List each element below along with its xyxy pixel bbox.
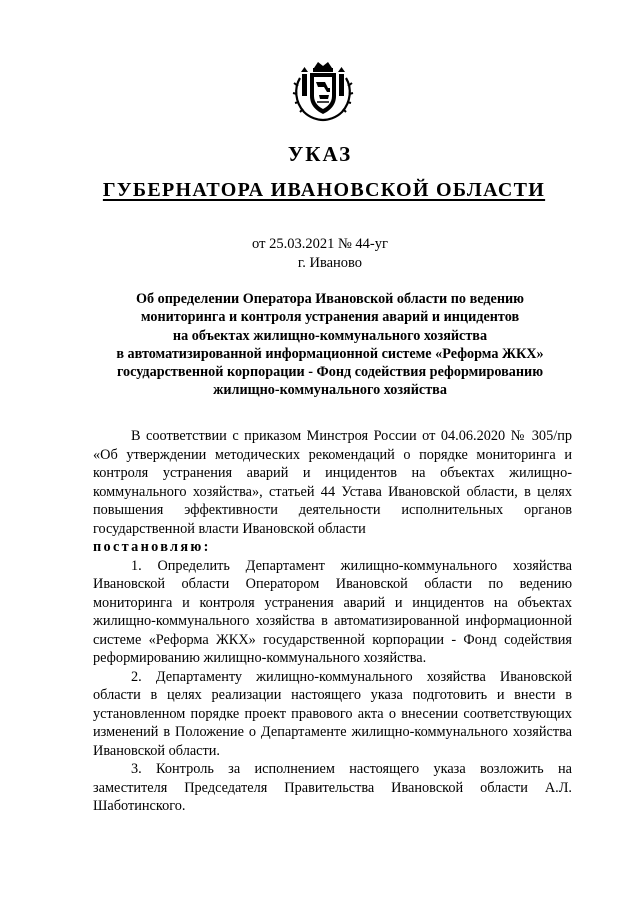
document-title: УКАЗ bbox=[287, 142, 353, 166]
document-subject bbox=[95, 290, 565, 400]
document-city: г. Иваново bbox=[297, 255, 363, 271]
subject-line: в автоматизированной информационной системе «Реформа ЖКХ» bbox=[116, 345, 544, 362]
decree-word: постановляю: bbox=[93, 539, 211, 555]
document-date-number: от 25.03.2021 № 44-уг bbox=[252, 236, 388, 252]
subject-line: жилищно-коммунального хозяйства bbox=[213, 382, 447, 399]
document-issuer-text: ГУБЕРНАТОРА ИВАНОВСКОЙ ОБЛАСТИ bbox=[102, 179, 546, 201]
preamble-paragraph: В соответствии с приказом Минстроя России от 04.06.2020 № 305/пр «Об утверждении методических рекомендаций о порядке мониторинга и контроля устранения аварий и инцидентов на объектах жилищно-коммунального хозяйства», статьей 44 Устава Ивановской области, в целях повышения эффективности деятельности исполнительных органов государственной власти Ивановской области bbox=[93, 428, 572, 537]
subject-line: на объектах жилищно-коммунального хозяйства bbox=[172, 327, 488, 344]
item-paragraph: 2. Департаменту жилищно-коммунального хозяйства Ивановской области в целях реализации настоящего указа подготовить и внести в установленном порядке проект правового акта о внесении соответствующих изменений в Положение о Департаменте жилищно-коммунального хозяйства Ивановской области. bbox=[93, 668, 572, 759]
item-paragraph: 3. Контроль за исполнением настоящего указа возложить на заместителя Председателя Правительства Ивановской области А.Л. Шаботинского. bbox=[93, 761, 572, 814]
decree-word-paragraph bbox=[93, 538, 572, 557]
document-issuer bbox=[4, 179, 640, 202]
subject-line: государственной корпорации - Фонд содействия реформированию bbox=[116, 364, 544, 381]
coat-of-arms-icon bbox=[292, 58, 354, 122]
subject-line: мониторинга и контроля устранения аварий и инцидентов bbox=[140, 309, 520, 326]
item-paragraph: 1. Определить Департамент жилищно-коммунального хозяйства Ивановской области Оператором Ивановской области по ведению мониторинга и контроля устранения аварий и инцидентов на объектах жилищно-коммунального хозяйства в автоматизированной информационной системе «Реформа ЖКХ» государственной корпорации - Фонд содействия реформированию жилищно-коммунального хозяйства. bbox=[93, 557, 572, 666]
subject-line: Об определении Оператора Ивановской области по ведению bbox=[135, 291, 525, 307]
document-body bbox=[93, 427, 572, 816]
